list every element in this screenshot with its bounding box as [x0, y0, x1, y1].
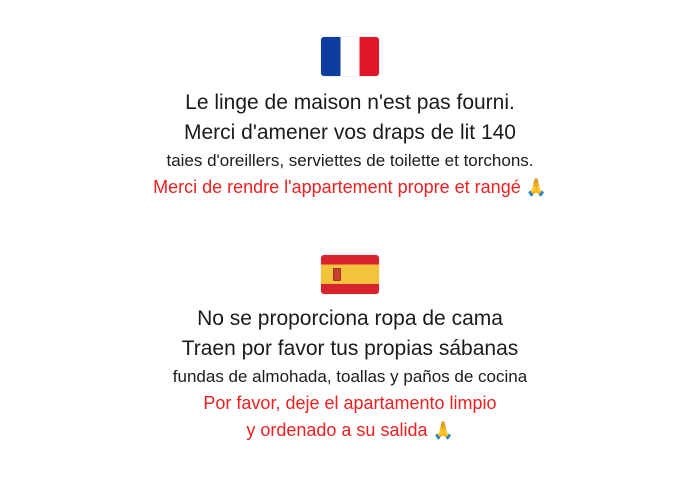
spanish-notice-section: [0, 252, 700, 445]
flag-spain-icon: [321, 255, 379, 294]
french-notice-section: [0, 34, 700, 202]
spanish-highlight-text: y ordenado a su salida: [246, 420, 428, 440]
french-line-3: taies d'oreillers, serviettes de toilette et torchons.: [166, 151, 534, 170]
spanish-line-3: fundas de almohada, toallas y paños de cocina: [172, 367, 528, 386]
french-flag-row: [0, 34, 700, 80]
french-line-2: Merci d'amener vos draps de lit 140: [183, 121, 516, 144]
spanish-flag-row: [0, 252, 700, 298]
french-highlight-text: Merci de rendre l'appartement propre et rangé: [153, 177, 521, 197]
french-line-4: [0, 174, 700, 202]
flag-france-icon: [321, 37, 379, 76]
spanish-line-5: [0, 417, 700, 445]
french-spacer: [0, 80, 700, 88]
spanish-line-1: No se proporciona ropa de cama: [197, 307, 503, 330]
praying-hands-icon: 🙏: [525, 178, 547, 198]
praying-hands-icon: 🙏: [432, 421, 454, 441]
french-line-1: Le linge de maison n'est pas fourni.: [185, 91, 515, 114]
spanish-line-4: Por favor, deje el apartamento limpio: [203, 393, 497, 413]
spanish-line-2: Traen por favor tus propias sábanas: [181, 337, 519, 360]
